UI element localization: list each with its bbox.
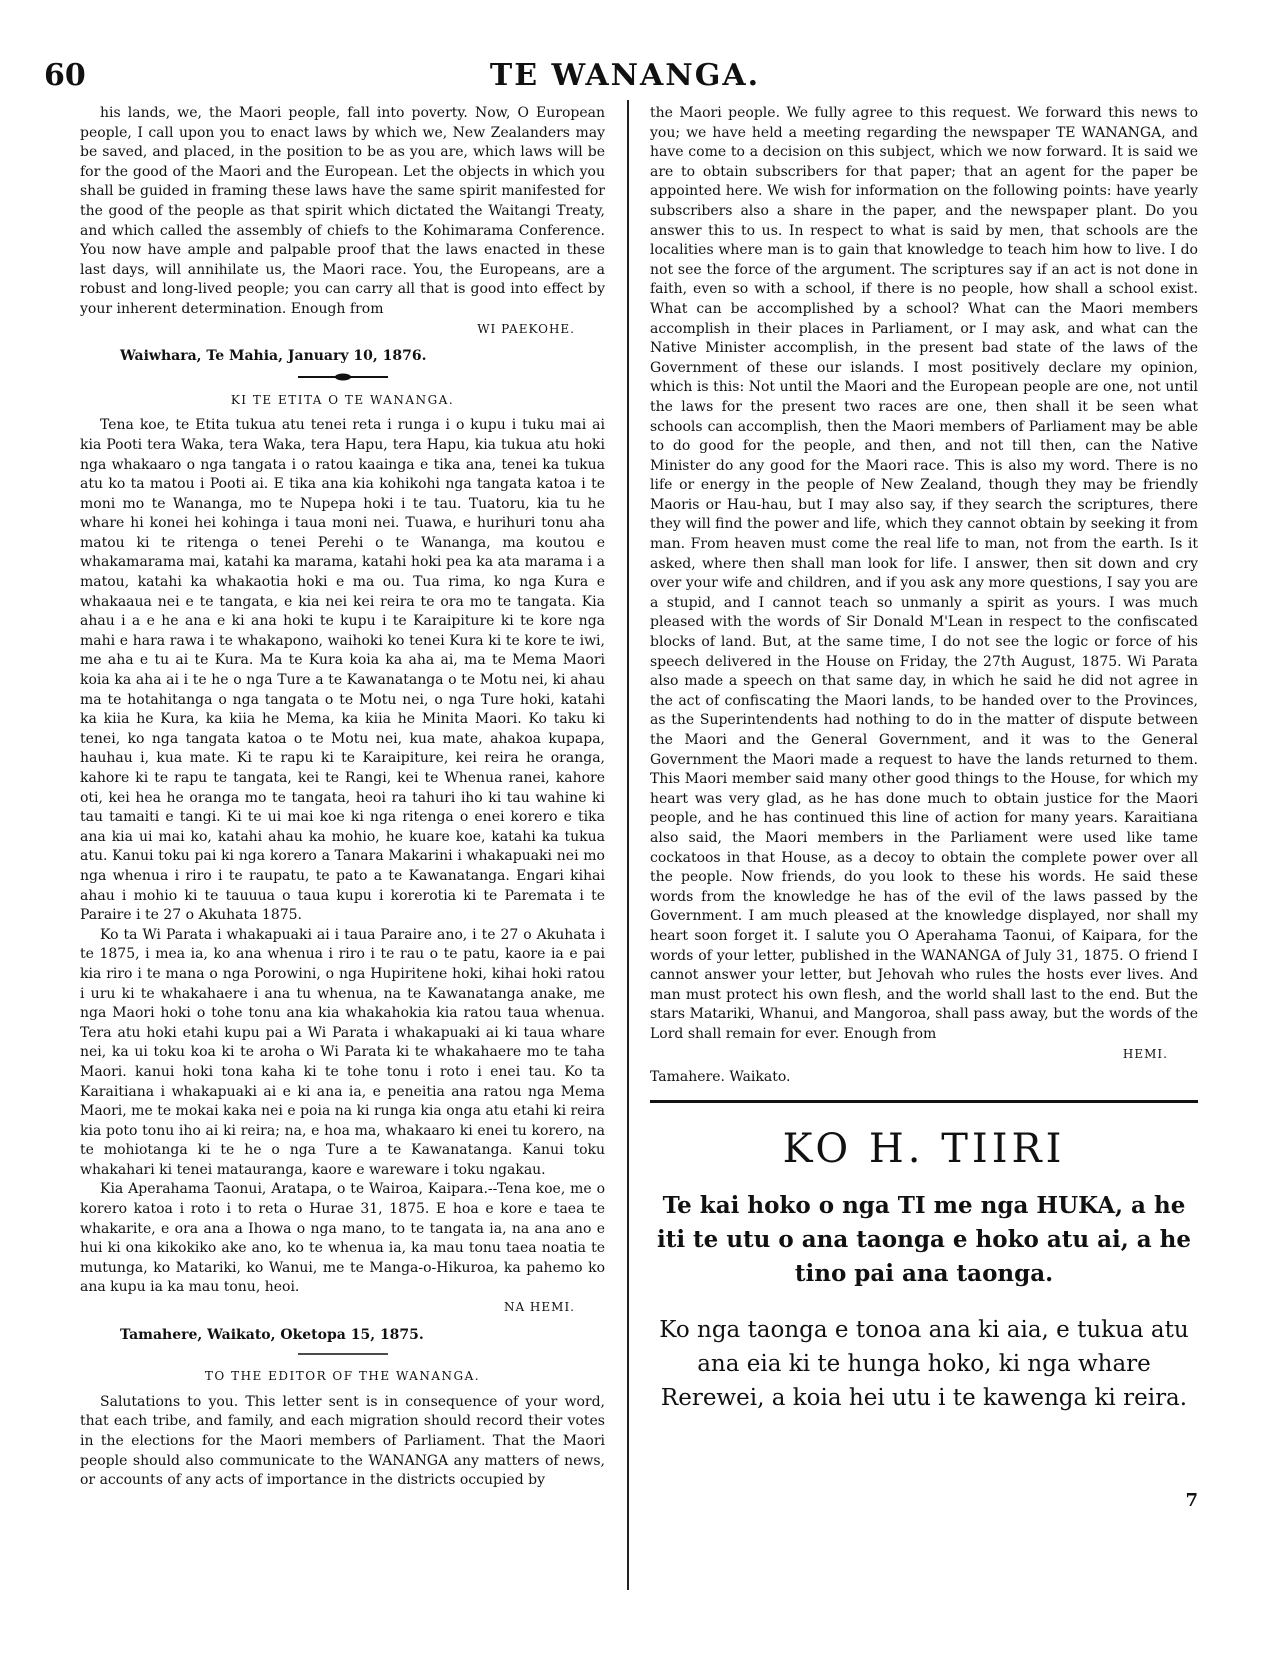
- ornament-divider-small: [298, 1351, 388, 1357]
- maori-dateline: Tamahere, Waikato, Oketopa 15, 1875.: [120, 1326, 424, 1343]
- advertisement-line-1: Te kai hoko o nga TI me nga HUKA, a he iti te utu o ana taonga e hoko atu ai, a he tino pai ana taonga.: [656, 1191, 1192, 1287]
- maori-paragraph: Tena koe, te Etita tukua atu tenei reta i runga i o kupu i tuku mai ai kia Pooti tera Waka, tera Waka, tera Hapu, tera Hapu, kia tukua atu hoki nga whakaaro o nga tangata i o ratou kaainga e tika ana, tenei ka tukua atu ko ta matou i Pooti ai. E tika ana kia kohikohi nga tangata katoa i te moni mo te Wananga, mo te Nupepa hoki i te tau. Tuatoru, kia tu he whare hi konei hei kohinga i taua moni nei. Tuawa, e hurihuri tonu aha matou ki te ritenga o tenei Perehi o te Wananga, ma koutou e whakamarama mai, katahi ka marama, katahi hoki pea ka ata marama i a matou, katahi ka whakaotia hoki e ma ou. Tua rima, ko nga Kura e whakaaua nei e te tangata, e kia nei kei reira te ora mo te tangata. Kia ahau i a e he ana e ki ana hoki te kupu i te Karaipiture ki te kore nga mahi e hara rawa i te whakapono, waihoki ko tenei Kura ki te kore te iwi, me aha e tu ai te Kura. Ma te Kura koia ka aha ai, ma te Mema Maori koia ka aha ai i te he o nga Ture a te Kawanatanga o te Motu nei, ki ahau ma te hotahitanga o nga tangata o te Motu nei, o nga Ture hoki, katahi ka kiia he Kura, ka kiia he Mema, ka kiia he Minita Maori. Ko taku ki tenei, ko nga tangata katoa o te Motu nei, kua mate, ahakoa kupapa, hauhau i, kua mate. Ki te rapu ki te Karaipiture, kei reira he oranga, kahore ki te rapu te tangata, kei te Rangi, kei te Whenua ranei, kahore oti, kei hea he oranga mo te tangata, heoi ra tahuri iho ki tau wahine ki tau tamaiti e tangi. Ki te ui mai koe ki nga ritenga o enei korero e tika ana kia ui mai ko, katahi ahau ka mohio, he kuare koe, katahi ka tukua atu. Kanui toku pai ki nga korero a Tanara Makarini i whakapuaki nei mo nga whenua i riro i te raupatu, te pato a te Kawanatanga. Engari kihai ahau i mohio ki te tauuua o taua kupu i korerotia ki te Paremata i te Paraire i te 27 o Akuhata 1875.: [80, 417, 605, 924]
- masthead-title: TE WANANGA.: [489, 58, 761, 93]
- maori-paragraph: Kia Aperahama Taonui, Aratapa, o te Wairoa, Kaipara.--Tena koe, me o korero katoa i roto i to reta o Hurae 31, 1875. E hoa e kore e taea te whakarite, e ora ana a Ihowa o nga mano, to te tangata ia, na ana ano e hui ki ona kikokiko ake ano, ko te whenua ia, ka mau tonu taea noatia te mutunga, ko Matariki, ko Wanui, me te Manga-o-Hikuroa, ka pahemo ko ana kupu ia ka mau tonu, heoi.: [80, 1181, 605, 1296]
- english-place: Tamahere. Waikato.: [650, 1069, 791, 1086]
- letter1-paragraph: his lands, we, the Maori people, fall into poverty. Now, O European people, I call upon you to enact laws by which we, New Zealanders may be saved, and placed, in the position to be as you are, which laws will be for the good of the Maori and the European. Let the objects in which you shall be guided in framing these laws have the same spirit manifested for the good of the people as that spirit which dictated the Waitangi Treaty, and which called the assembly of chiefs to the Kohimarama Conference. You now have ample and palpable proof that the laws enacted in these last days, will annihilate us, the Maori race. You, the Europeans, are a robust and long-lived people; you can carry all that is good into effect by your inherent determination. Enough from: [80, 105, 605, 317]
- signature-mark: 7: [1185, 1490, 1198, 1511]
- heading-maori-letter: KI TE ETITA O TE WANANGA.: [230, 392, 455, 407]
- maori-signature: NA HEMI.: [503, 1300, 575, 1315]
- column-divider: [627, 100, 629, 1590]
- english-paragraph-continued: the Maori people. We fully agree to this request. We forward this news to you; we have held a meeting regarding the newspaper TE WANANGA, and have come to a decision on this subject, which we now forward. It is said we are to obtain subscribers for that paper; that an agent for the paper be appointed here. We wish for information on the following points: have yearly subscribers also a share in the paper, and the newspaper plant. Do you answer this to us. In respect to what is said by men, that schools are the localities where man is to gain that knowledge to teach him how to live. I do not see the force of the argument. The scriptures say if an act is not done in faith, even so with a school, if there is no people, how shall a school exist. What can be accomplished by a school? What can the Maori members accomplish in their places in Parliament, or I may ask, and what can the Native Minister accomplish, in the present bad state of the laws of the Government of these our islands. I most positively declare my opinion, which is this: Not until the Maori and the European people are one, not until the laws for the present two races are one, then shall it be seen what schools can accomplish, then the Maori members of Parliament may be able to do good for the people, and then, and not till then, can the Native Minister do any good for the Maori race. This is also my word. There is no life or energy in the people of New Zealand, though they may be friendly Maoris or Hau-hau, but I may also say, if they search the scriptures, there they will find the power and life, which they cannot obtain by seeking it from man. From heaven must come the real life to man, not from the earth. Is it asked, where then shall man look for life. I answer, then sit down and cry over your wife and children, and if you ask any more questions, I say you are a stupid, and I cannot teach so unmanly a spirit as yours. I was much pleased with the words of Sir Donald M'Lean in respect to the confiscated blocks of land. But, at the same time, I do not see the logic or force of his speech delivered in the House on Friday, the 27th August, 1875. Wi Parata also made a speech on that same day, in which he said he did not agree in the act of confiscating the Maori lands, to be handed over to the Provinces, as the Superintendents had nothing to do in the matter of dispute between the Maori and the General Government, and it was to the General Government the Maori made a request to have the lands returned to them. This Maori member said many other good things to the House, for which my heart was very glad, as he has done much to obtain justice for the Maori people, and he has continued this line of action for many years. Karaitiana also said, the Maori members in the Parliament were used like tame cockatoos in that House, as a decoy to obtain the complete power over all the people. Now friends, do you look to these his words. He said these words from the knowledge he has of the evil of the laws passed by the Government. I am much pleased at the knowledge displayed, nor shall my heart soon forget it. I salute you O Aperahama Taonui, of Kaipara, for the words of your letter, published in the WANANGA of July 31, 1875. O friend I cannot answer your letter, but Jehovah who rules the hosts ever lives. And man must protect his own flesh, and the world shall last to the end. But the stars Matariki, Whanui, and Mangoroa, shall pass away, but the words of the Lord shall remain for ever. Enough from: [650, 105, 1198, 1042]
- maori-paragraph: Ko ta Wi Parata i whakapuaki ai i taua Paraire ano, i te 27 o Akuhata i te 1875, i mea ia, ko ana whenua i riro i te rau o te patu, kaore ia e pai kia riro i te mana o nga Porowini, o nga Hupiritene hoki, kihai hoki ratou i uru ki te whakahaere i ana tu whenua, na te Kawanatanga anake, me nga Maori hoki o tohe tonu ana kia whakahokia kia ratou taua whenua. Tera atu hoki etahi kupu pai a Wi Parata i whakapuaki ai ki taua whare nei, ka ui toku koa ki te aroha o Wi Parata ki te whakahaere mo te taha Maori. kanui hoki tona kaha ki te tohe tonu i roto i enei tau. Ko ta Karaitiana i whakapuaki ai e ki ana ia, e peneitia ana ratou nga Mema Maori, me te mokai kaka nei e poia na ki runga kia onga atu etahi ki reira kia poto tonu iho ai ki reira; na, e hoa ma, whakaaro ki enei tu korero, na te mohiotanga ki te he o nga Ture a te Kawanatanga. Kanui toku whakahari ki tenei matauranga, kaore e wareware i toku ngakau.: [80, 926, 605, 1178]
- english-paragraph-start: Salutations to you. This letter sent is in consequence of your word, that each tribe, and family, and each migration should record their votes in the elections for the Maori members of Parliament. That the Maori people should also communicate to the WANANGA any matters of news, or accounts of any acts of importance in the districts occupied by: [80, 1393, 605, 1489]
- letter1-signature: WI PAEKOHE.: [477, 321, 575, 336]
- left-column: [80, 104, 605, 1579]
- advertisement-line-2: Ko nga taonga e tonoa ana ki aia, e tukua atu ana eia ki te hunga hoko, ki nga whare Rerewei, a koia hei utu i te kawenga ki reira.: [659, 1316, 1189, 1411]
- advertisement-rule: [650, 1100, 1198, 1103]
- letter1-dateline: Waiwhara, Te Mahia, January 10, 1876.: [120, 348, 427, 365]
- right-column: [650, 104, 1198, 1579]
- heading-english-letter: TO THE EDITOR OF THE WANANGA.: [204, 1369, 481, 1384]
- advertisement-title: KO H. TIIRI: [782, 1125, 1066, 1172]
- page-header: [40, 58, 1210, 98]
- ornament-divider: [298, 373, 388, 381]
- page-number: 60: [44, 58, 86, 93]
- english-signature: HEMI.: [1122, 1046, 1168, 1061]
